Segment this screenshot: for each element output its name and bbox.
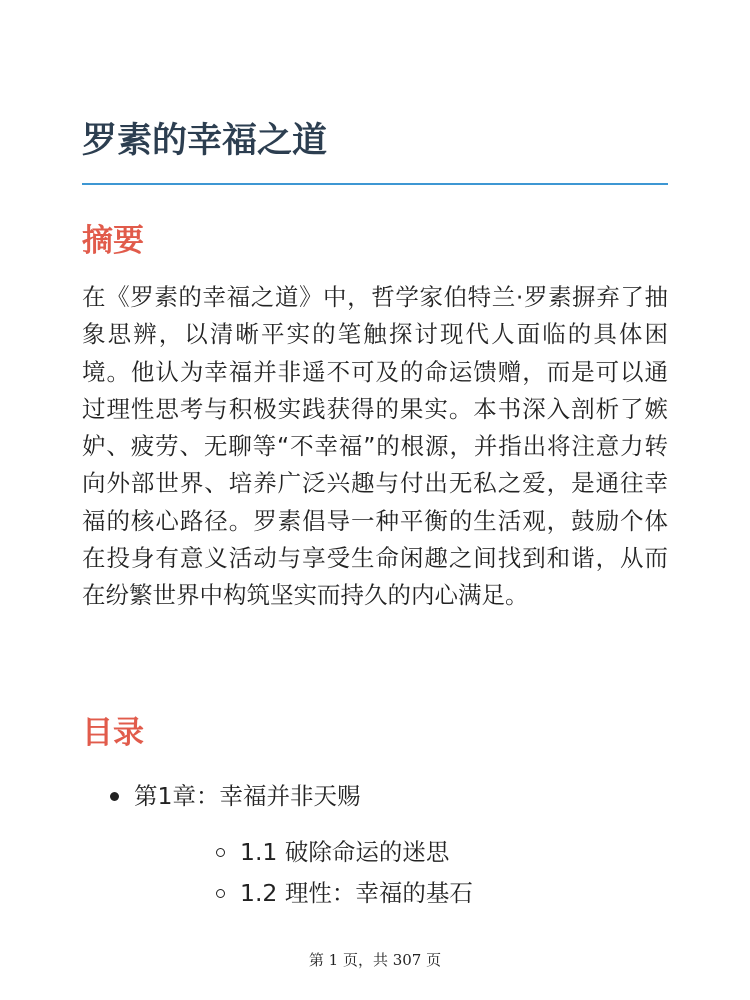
abstract-heading: 摘要 xyxy=(82,223,144,259)
abstract-body: 在《罗素的幸福之道》中，哲学家伯特兰·罗素摒弃了抽象思辨，以清晰平实的笔触探讨现代人面临的具体困境。他认为幸福并非遥不可及的命运馈赠，而是可以通过理性思考与积极实践获得的果实。本书深入剖析了嫉妒、疲劳、无聊等“不幸福”的根源，并指出将注意力转向外部世界、培养广泛兴趣与付出无私之爱，是通往幸福的核心路径。罗素倡导一种平衡的生活观，鼓励个体在投身有意义活动与享受生命闲趣之间找到和谐，从而在纷繁世界中构筑坚实而持久的内心满足。 xyxy=(82,283,668,610)
hollow-bullet-icon xyxy=(216,889,225,898)
filled-bullet-icon xyxy=(110,792,119,801)
toc-heading: 目录 xyxy=(82,715,144,751)
title-divider xyxy=(82,183,668,185)
toc-sublist xyxy=(134,832,473,913)
document-title: 罗素的幸福之道 xyxy=(82,121,328,161)
toc-chapter-label: 第1章：幸福并非天赐 xyxy=(134,782,361,810)
toc-section-item xyxy=(134,873,473,913)
toc-chapter-item xyxy=(82,776,473,913)
toc-list xyxy=(82,776,473,914)
toc-section-label: 1.1 破除命运的迷思 xyxy=(240,838,450,866)
page-number-footer: 第 1 页，共 307 页 xyxy=(308,951,442,969)
hollow-bullet-icon xyxy=(216,848,225,857)
toc-section-label: 1.2 理性：幸福的基石 xyxy=(240,879,473,907)
toc-section-item xyxy=(134,832,473,872)
